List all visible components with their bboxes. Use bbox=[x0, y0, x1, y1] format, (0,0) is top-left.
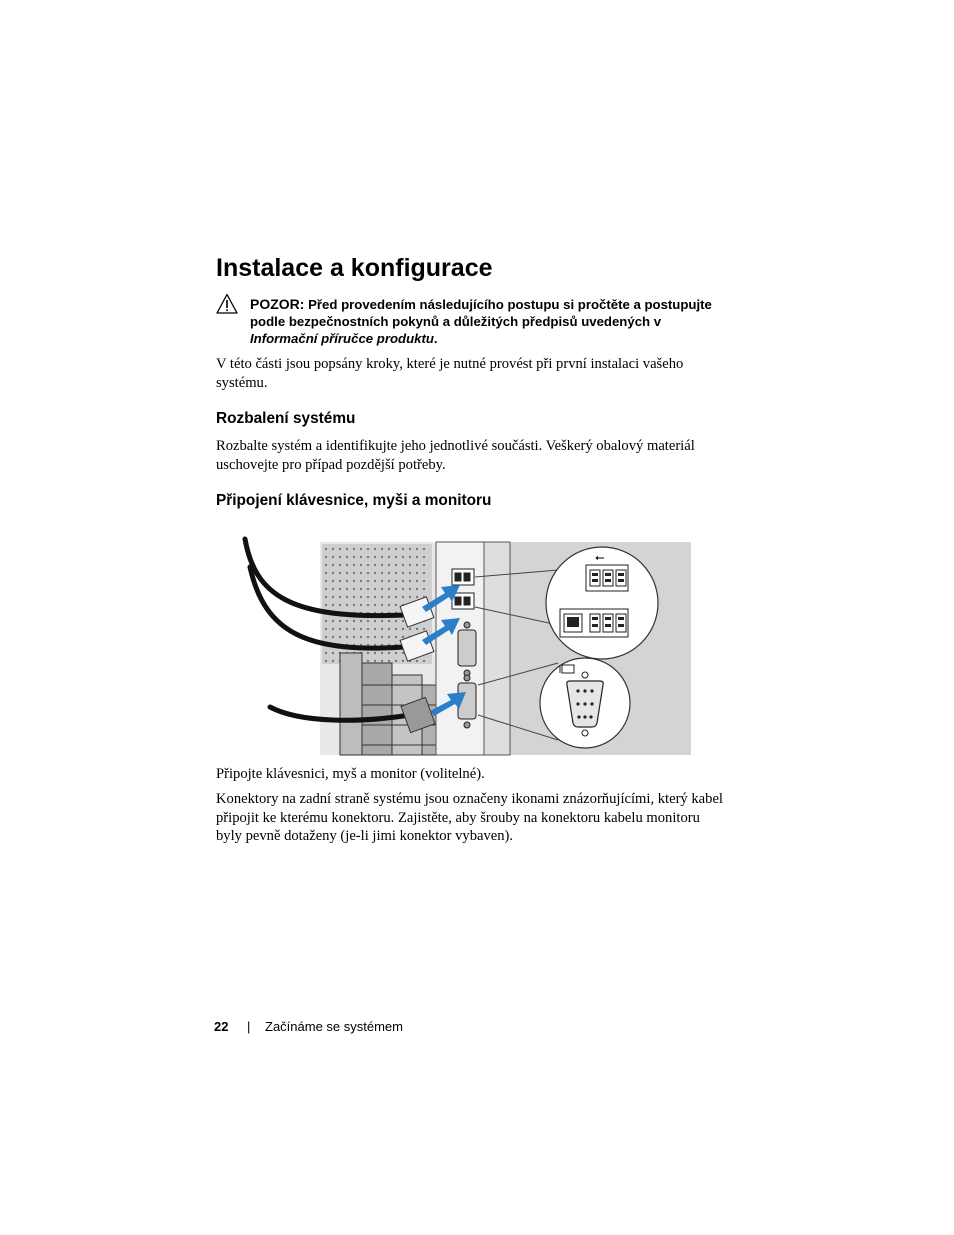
connectors-paragraph: Konektory na zadní straně systému jsou označeny ikonami znázorňujícími, který kabel připojit ke kterému konektoru. Zajistěte, aby šrouby na konektoru kabelu monitoru byly pevně dotaženy (je-li jimi konektor vybaven). bbox=[216, 791, 723, 845]
caution-label: POZOR: bbox=[250, 296, 305, 312]
caution-text bbox=[250, 296, 730, 347]
section-heading-unpacking: Rozbalení systému bbox=[216, 410, 356, 427]
usb-symbol-icon: ⭠ bbox=[595, 550, 605, 564]
caution-doc-name: Informační příručce produktu bbox=[250, 331, 434, 346]
figure-caption: Připojte klávesnici, myš a monitor (volitelné). bbox=[216, 766, 485, 782]
caution-body: Před provedením následujícího postupu si pročtěte a postupujte podle bezpečnostních pokynů a důležitých předpisů uvedených v bbox=[250, 297, 712, 329]
warning-icon bbox=[216, 293, 238, 315]
section-heading-peripherals: Připojení klávesnice, myši a monitoru bbox=[216, 492, 492, 509]
unpacking-paragraph: Rozbalte systém a identifikujte jeho jednotlivé součásti. Veškerý obalový materiál uschovejte pro případ pozdější potřeby. bbox=[216, 438, 695, 473]
caution-end: . bbox=[433, 331, 438, 346]
intro-paragraph: V této části jsou popsány kroky, které je nutné provést při první instalaci vašeho systému. bbox=[216, 356, 684, 391]
vga-callout bbox=[540, 658, 630, 748]
page-title: Instalace a konfigurace bbox=[216, 254, 493, 282]
connection-illustration bbox=[240, 535, 692, 757]
usb-callout bbox=[546, 547, 658, 659]
chapter-name: Začínáme se systémem bbox=[265, 1019, 403, 1034]
page-number: 22 bbox=[214, 1019, 229, 1034]
footer-separator: | bbox=[247, 1019, 251, 1034]
